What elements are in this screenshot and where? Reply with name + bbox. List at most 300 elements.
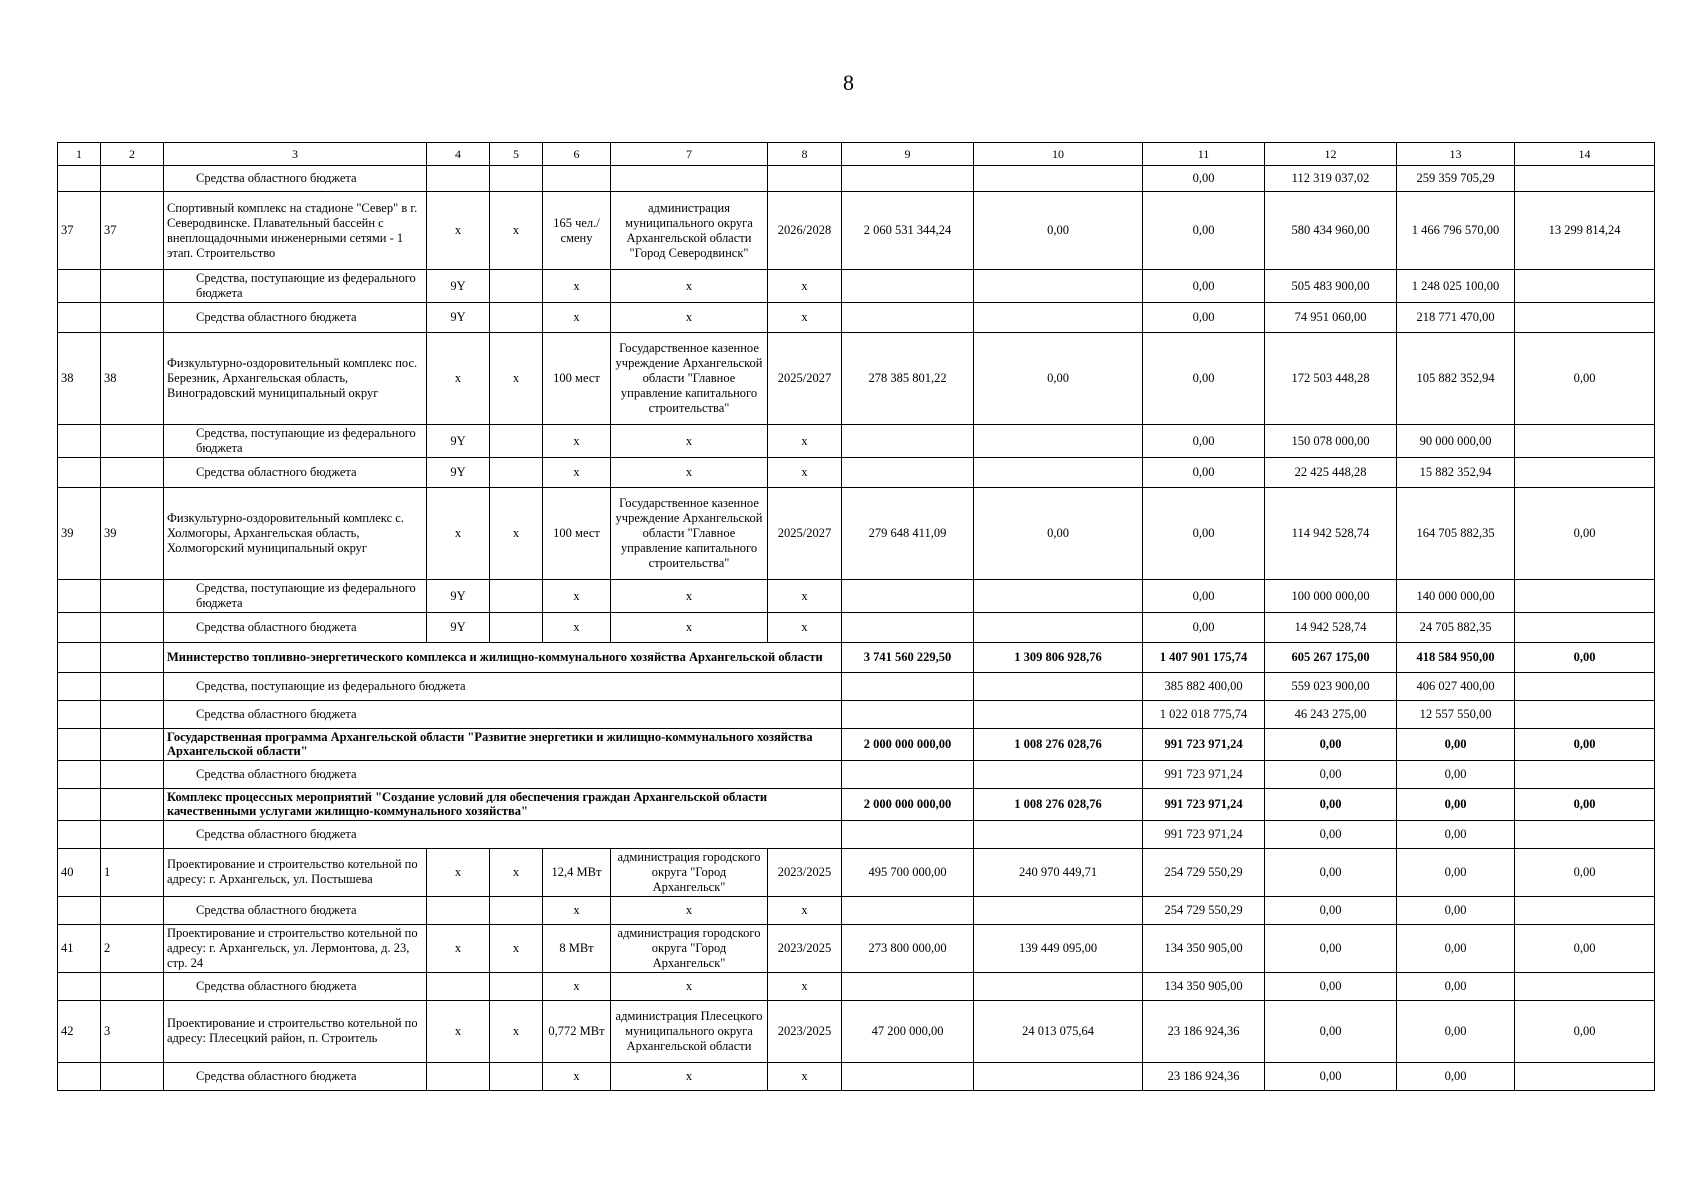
table-cell: х bbox=[427, 1000, 490, 1062]
table-cell: 0,00 bbox=[1515, 643, 1655, 673]
table-cell bbox=[101, 701, 164, 729]
table-row bbox=[58, 488, 1655, 580]
table-row bbox=[58, 425, 1655, 458]
table-cell: 100 000 000,00 bbox=[1265, 580, 1397, 613]
table-cell: 0,00 bbox=[1265, 896, 1397, 924]
table-row bbox=[58, 729, 1655, 761]
table-cell: 12 557 550,00 bbox=[1397, 701, 1515, 729]
table-cell: 254 729 550,29 bbox=[1143, 848, 1265, 896]
table-cell bbox=[1515, 580, 1655, 613]
table-cell: х bbox=[427, 848, 490, 896]
table-cell bbox=[842, 972, 974, 1000]
row-index-cell: 37 bbox=[101, 192, 164, 270]
table-cell bbox=[101, 1062, 164, 1090]
table-cell: 1 407 901 175,74 bbox=[1143, 643, 1265, 673]
table-cell: Государственное казенное учреждение Архангельской области "Главное управление капитального строительства" bbox=[611, 488, 768, 580]
table-cell: 23 186 924,36 bbox=[1143, 1000, 1265, 1062]
table-cell: 0,00 bbox=[1143, 580, 1265, 613]
table-cell bbox=[490, 270, 543, 303]
table-cell bbox=[974, 896, 1143, 924]
table-cell: х bbox=[611, 425, 768, 458]
table-cell: х bbox=[611, 896, 768, 924]
row-number-cell: 39 bbox=[58, 488, 101, 580]
table-cell bbox=[101, 788, 164, 820]
table-cell bbox=[768, 166, 842, 192]
table-cell: х bbox=[768, 1062, 842, 1090]
table-cell: х bbox=[490, 848, 543, 896]
table-cell: 0,00 bbox=[1265, 848, 1397, 896]
table-cell: 0,00 bbox=[1265, 820, 1397, 848]
table-cell bbox=[490, 458, 543, 488]
table-cell: 559 023 900,00 bbox=[1265, 673, 1397, 701]
table-row bbox=[58, 848, 1655, 896]
table-cell: 2 000 000 000,00 bbox=[842, 729, 974, 761]
table-cell: х bbox=[768, 613, 842, 643]
table-cell: 1 022 018 775,74 bbox=[1143, 701, 1265, 729]
table-cell bbox=[974, 760, 1143, 788]
table-cell bbox=[101, 972, 164, 1000]
table-cell: 0,00 bbox=[1515, 729, 1655, 761]
table-cell bbox=[974, 166, 1143, 192]
table-cell bbox=[1515, 425, 1655, 458]
table-cell bbox=[58, 788, 101, 820]
table-cell: 278 385 801,22 bbox=[842, 333, 974, 425]
table-cell bbox=[490, 613, 543, 643]
table-cell bbox=[842, 896, 974, 924]
table-cell: 114 942 528,74 bbox=[1265, 488, 1397, 580]
table-cell: 279 648 411,09 bbox=[842, 488, 974, 580]
row-index-cell: 39 bbox=[101, 488, 164, 580]
table-cell bbox=[101, 425, 164, 458]
table-cell: Государственное казенное учреждение Архангельской области "Главное управление капитального строительства" bbox=[611, 333, 768, 425]
table-cell: 495 700 000,00 bbox=[842, 848, 974, 896]
table-cell bbox=[101, 270, 164, 303]
table-cell bbox=[974, 270, 1143, 303]
funding-source-cell: Средства областного бюджета bbox=[164, 896, 427, 924]
table-cell: администрация Плесецкого муниципального округа Архангельской области bbox=[611, 1000, 768, 1062]
table-cell: 1 466 796 570,00 bbox=[1397, 192, 1515, 270]
table-cell: х bbox=[768, 580, 842, 613]
table-cell: 3 741 560 229,50 bbox=[842, 643, 974, 673]
section-title-cell: Министерство топливно-энергетического комплекса и жилищно-коммунального хозяйства Архангельской области bbox=[164, 643, 842, 673]
table-row bbox=[58, 896, 1655, 924]
table-cell bbox=[427, 166, 490, 192]
table-cell bbox=[58, 643, 101, 673]
table-cell bbox=[1515, 972, 1655, 1000]
table-cell: х bbox=[768, 303, 842, 333]
table-cell: 46 243 275,00 bbox=[1265, 701, 1397, 729]
table-cell: х bbox=[490, 192, 543, 270]
table-cell: 0,00 bbox=[1515, 333, 1655, 425]
table-cell: 8 МВт bbox=[543, 924, 611, 972]
table-cell: х bbox=[427, 333, 490, 425]
table-cell: 0,00 bbox=[1397, 760, 1515, 788]
table-cell: х bbox=[543, 1062, 611, 1090]
table-cell: 139 449 095,00 bbox=[974, 924, 1143, 972]
table-cell bbox=[1515, 1062, 1655, 1090]
header-cell: 12 bbox=[1265, 143, 1397, 166]
table-row bbox=[58, 270, 1655, 303]
table-cell: х bbox=[543, 972, 611, 1000]
object-name-cell: Проектирование и строительство котельной по адресу: г. Архангельск, ул. Лермонтова, д. 23, стр. 24 bbox=[164, 924, 427, 972]
row-number-cell: 38 bbox=[58, 333, 101, 425]
table-cell: 0,00 bbox=[1397, 924, 1515, 972]
table-cell: 0,00 bbox=[1265, 972, 1397, 1000]
page-number: 8 bbox=[843, 70, 854, 95]
table-cell: х bbox=[611, 972, 768, 1000]
header-cell: 2 bbox=[101, 143, 164, 166]
table-cell: 0,00 bbox=[974, 333, 1143, 425]
table-cell bbox=[490, 166, 543, 192]
table-row bbox=[58, 613, 1655, 643]
table-cell: 2025/2027 bbox=[768, 488, 842, 580]
table-cell bbox=[58, 1062, 101, 1090]
table-cell: х bbox=[611, 458, 768, 488]
table-cell: 0,00 bbox=[1143, 488, 1265, 580]
table-row bbox=[58, 580, 1655, 613]
table-cell bbox=[58, 580, 101, 613]
table-cell: 150 078 000,00 bbox=[1265, 425, 1397, 458]
table-cell: х bbox=[427, 924, 490, 972]
table-cell bbox=[842, 820, 974, 848]
table-cell bbox=[974, 820, 1143, 848]
table-cell bbox=[974, 613, 1143, 643]
table-cell bbox=[490, 896, 543, 924]
table-cell: 0,00 bbox=[1515, 488, 1655, 580]
table-cell bbox=[842, 303, 974, 333]
row-index-cell: 3 bbox=[101, 1000, 164, 1062]
table-cell bbox=[101, 613, 164, 643]
table-cell bbox=[974, 303, 1143, 333]
table-cell bbox=[974, 580, 1143, 613]
table-cell: 100 мест bbox=[543, 488, 611, 580]
row-index-cell: 38 bbox=[101, 333, 164, 425]
table-cell: 273 800 000,00 bbox=[842, 924, 974, 972]
table-cell: 0,00 bbox=[1265, 788, 1397, 820]
table-cell: 0,00 bbox=[1143, 192, 1265, 270]
row-index-cell: 2 bbox=[101, 924, 164, 972]
header-cell: 3 bbox=[164, 143, 427, 166]
table-cell bbox=[611, 166, 768, 192]
funding-source-cell: Средства областного бюджета bbox=[164, 458, 427, 488]
header-cell: 11 bbox=[1143, 143, 1265, 166]
table-cell: 0,00 bbox=[1265, 924, 1397, 972]
table-cell: 0,772 МВт bbox=[543, 1000, 611, 1062]
funding-source-cell: Средства, поступающие из федерального бюджета bbox=[164, 270, 427, 303]
table-cell: 2023/2025 bbox=[768, 848, 842, 896]
table-cell: 418 584 950,00 bbox=[1397, 643, 1515, 673]
table-cell bbox=[974, 458, 1143, 488]
header-cell: 6 bbox=[543, 143, 611, 166]
table-cell: 9Y bbox=[427, 425, 490, 458]
table-cell: х bbox=[543, 303, 611, 333]
table-cell bbox=[490, 303, 543, 333]
table-cell bbox=[58, 166, 101, 192]
table-cell bbox=[58, 820, 101, 848]
table-cell bbox=[842, 580, 974, 613]
table-cell: 991 723 971,24 bbox=[1143, 820, 1265, 848]
table-cell: 140 000 000,00 bbox=[1397, 580, 1515, 613]
funding-source-cell: Средства областного бюджета bbox=[164, 303, 427, 333]
table-cell: 240 970 449,71 bbox=[974, 848, 1143, 896]
table-cell bbox=[842, 270, 974, 303]
table-row bbox=[58, 820, 1655, 848]
table-row bbox=[58, 760, 1655, 788]
table-cell: 2026/2028 bbox=[768, 192, 842, 270]
table-cell: 0,00 bbox=[1143, 458, 1265, 488]
header-cell: 8 bbox=[768, 143, 842, 166]
table-cell: 1 309 806 928,76 bbox=[974, 643, 1143, 673]
table-cell bbox=[58, 303, 101, 333]
table-cell: 13 299 814,24 bbox=[1515, 192, 1655, 270]
table-cell: х bbox=[768, 270, 842, 303]
table-cell: 172 503 448,28 bbox=[1265, 333, 1397, 425]
row-number-cell: 41 bbox=[58, 924, 101, 972]
table-cell bbox=[101, 303, 164, 333]
table-cell bbox=[974, 673, 1143, 701]
table-cell bbox=[101, 820, 164, 848]
funding-source-cell: Средства, поступающие из федерального бюджета bbox=[164, 425, 427, 458]
table-row bbox=[58, 1000, 1655, 1062]
object-name-cell: Спортивный комплекс на стадионе "Север" в г. Северодвинске. Плавательный бассейн с внеплощадочными инженерными сетями - 1 этап. Строительство bbox=[164, 192, 427, 270]
object-name-cell: Физкультурно-оздоровительный комплекс пос. Березник, Архангельская область, Виноградовский муниципальный округ bbox=[164, 333, 427, 425]
table-cell: 0,00 bbox=[1143, 333, 1265, 425]
table-cell: 0,00 bbox=[1397, 729, 1515, 761]
table-cell: 47 200 000,00 bbox=[842, 1000, 974, 1062]
table-cell: х bbox=[611, 613, 768, 643]
table-cell bbox=[490, 580, 543, 613]
table-cell bbox=[490, 1062, 543, 1090]
table-cell bbox=[1515, 613, 1655, 643]
header-cell: 13 bbox=[1397, 143, 1515, 166]
table-cell: 165 чел./смену bbox=[543, 192, 611, 270]
table-cell: 2023/2025 bbox=[768, 1000, 842, 1062]
table-cell bbox=[101, 760, 164, 788]
table-cell bbox=[842, 760, 974, 788]
table-cell: 24 705 882,35 bbox=[1397, 613, 1515, 643]
table-cell: х bbox=[768, 972, 842, 1000]
table-cell: 0,00 bbox=[1143, 303, 1265, 333]
table-cell: х bbox=[543, 613, 611, 643]
table-cell bbox=[101, 166, 164, 192]
table-cell: 0,00 bbox=[1265, 760, 1397, 788]
table-cell: 0,00 bbox=[974, 488, 1143, 580]
funding-source-cell: Средства, поступающие из федерального бюджета bbox=[164, 580, 427, 613]
table-cell bbox=[427, 972, 490, 1000]
object-name-cell: Физкультурно-оздоровительный комплекс с. Холмогоры, Архангельская область, Холмогорский муниципальный округ bbox=[164, 488, 427, 580]
table-cell: 15 882 352,94 bbox=[1397, 458, 1515, 488]
table-cell bbox=[58, 896, 101, 924]
header-cell: 14 bbox=[1515, 143, 1655, 166]
table-cell: 991 723 971,24 bbox=[1143, 788, 1265, 820]
table-cell: х bbox=[490, 1000, 543, 1062]
table-cell: х bbox=[768, 458, 842, 488]
table-cell bbox=[101, 729, 164, 761]
table-cell bbox=[58, 701, 101, 729]
table-cell: 991 723 971,24 bbox=[1143, 729, 1265, 761]
object-name-cell: Проектирование и строительство котельной по адресу: Плесецкий район, п. Строитель bbox=[164, 1000, 427, 1062]
table-cell: 0,00 bbox=[1397, 788, 1515, 820]
table-cell bbox=[58, 972, 101, 1000]
table-cell: 0,00 bbox=[1397, 848, 1515, 896]
table-cell bbox=[1515, 673, 1655, 701]
table-cell bbox=[1515, 760, 1655, 788]
table-cell: х bbox=[611, 580, 768, 613]
table-cell bbox=[543, 166, 611, 192]
table-cell: 24 013 075,64 bbox=[974, 1000, 1143, 1062]
table-cell bbox=[101, 643, 164, 673]
table-row bbox=[58, 673, 1655, 701]
table-cell: 605 267 175,00 bbox=[1265, 643, 1397, 673]
object-name-cell: Проектирование и строительство котельной по адресу: г. Архангельск, ул. Постышева bbox=[164, 848, 427, 896]
table-cell: 0,00 bbox=[1515, 848, 1655, 896]
table-cell: х bbox=[768, 425, 842, 458]
table-cell bbox=[842, 166, 974, 192]
table-cell bbox=[58, 458, 101, 488]
table-cell: х bbox=[490, 333, 543, 425]
table-cell: х bbox=[427, 192, 490, 270]
header-cell: 7 bbox=[611, 143, 768, 166]
table-row bbox=[58, 788, 1655, 820]
table-row bbox=[58, 701, 1655, 729]
table-cell: х bbox=[490, 924, 543, 972]
funding-source-cell: Средства областного бюджета bbox=[164, 613, 427, 643]
table-cell: 0,00 bbox=[1397, 896, 1515, 924]
table-cell: 2023/2025 bbox=[768, 924, 842, 972]
table-cell bbox=[101, 580, 164, 613]
table-cell bbox=[58, 425, 101, 458]
table-cell bbox=[974, 425, 1143, 458]
table-header-row bbox=[58, 143, 1655, 166]
table-cell: 259 359 705,29 bbox=[1397, 166, 1515, 192]
table-cell: 254 729 550,29 bbox=[1143, 896, 1265, 924]
table-row bbox=[58, 333, 1655, 425]
table-cell: 505 483 900,00 bbox=[1265, 270, 1397, 303]
table-cell: 9Y bbox=[427, 303, 490, 333]
table-cell: х bbox=[543, 270, 611, 303]
table-cell: х bbox=[543, 896, 611, 924]
table-row bbox=[58, 166, 1655, 192]
table-row bbox=[58, 924, 1655, 972]
table-cell: администрация муниципального округа Архангельской области "Город Северодвинск" bbox=[611, 192, 768, 270]
table-cell bbox=[1515, 458, 1655, 488]
table-cell bbox=[1515, 166, 1655, 192]
table-cell: х bbox=[490, 488, 543, 580]
table-cell bbox=[58, 613, 101, 643]
table-cell bbox=[974, 1062, 1143, 1090]
table-cell: 9Y bbox=[427, 580, 490, 613]
table-cell: администрация городского округа "Город Архангельск" bbox=[611, 848, 768, 896]
table-cell: 0,00 bbox=[1397, 1000, 1515, 1062]
table-cell: 12,4 МВт bbox=[543, 848, 611, 896]
table-cell: 2 000 000 000,00 bbox=[842, 788, 974, 820]
row-number-cell: 37 bbox=[58, 192, 101, 270]
row-index-cell: 1 bbox=[101, 848, 164, 896]
table-cell: 991 723 971,24 bbox=[1143, 760, 1265, 788]
row-number-cell: 40 bbox=[58, 848, 101, 896]
table-cell bbox=[842, 701, 974, 729]
table-cell: 0,00 bbox=[1143, 425, 1265, 458]
table-cell: 406 027 400,00 bbox=[1397, 673, 1515, 701]
table-cell bbox=[427, 896, 490, 924]
table-cell: 0,00 bbox=[1265, 729, 1397, 761]
table-cell bbox=[101, 673, 164, 701]
table-cell bbox=[490, 425, 543, 458]
table-cell: 134 350 905,00 bbox=[1143, 924, 1265, 972]
table-cell bbox=[974, 972, 1143, 1000]
table-cell bbox=[58, 673, 101, 701]
budget-table bbox=[57, 142, 1655, 1091]
table-cell: х bbox=[768, 896, 842, 924]
table-cell: 0,00 bbox=[1397, 972, 1515, 1000]
table-cell: 0,00 bbox=[1515, 788, 1655, 820]
header-cell: 1 bbox=[58, 143, 101, 166]
table-cell: х bbox=[611, 270, 768, 303]
table-cell: 0,00 bbox=[1143, 166, 1265, 192]
table-cell: 2 060 531 344,24 bbox=[842, 192, 974, 270]
table-cell bbox=[490, 972, 543, 1000]
table-cell bbox=[101, 458, 164, 488]
table-cell: 22 425 448,28 bbox=[1265, 458, 1397, 488]
table-cell: х bbox=[611, 303, 768, 333]
table-row bbox=[58, 972, 1655, 1000]
table-cell bbox=[427, 1062, 490, 1090]
funding-source-cell: Средства областного бюджета bbox=[164, 820, 842, 848]
table-cell: 385 882 400,00 bbox=[1143, 673, 1265, 701]
table-row bbox=[58, 192, 1655, 270]
table-cell: 0,00 bbox=[1265, 1062, 1397, 1090]
table-cell: 9Y bbox=[427, 613, 490, 643]
table-cell bbox=[101, 896, 164, 924]
table-cell: 23 186 924,36 bbox=[1143, 1062, 1265, 1090]
table-cell: 74 951 060,00 bbox=[1265, 303, 1397, 333]
table-cell: 1 008 276 028,76 bbox=[974, 788, 1143, 820]
table-cell bbox=[1515, 303, 1655, 333]
header-cell: 4 bbox=[427, 143, 490, 166]
table-row bbox=[58, 458, 1655, 488]
table-cell bbox=[58, 270, 101, 303]
table-cell: 1 008 276 028,76 bbox=[974, 729, 1143, 761]
header-cell: 5 bbox=[490, 143, 543, 166]
table-cell bbox=[842, 613, 974, 643]
table-cell: 0,00 bbox=[1143, 613, 1265, 643]
section-title-cell: Комплекс процессных мероприятий "Создание условий для обеспечения граждан Архангельской области качественными услугами жилищно-коммунального хозяйства" bbox=[164, 788, 842, 820]
table-cell: 1 248 025 100,00 bbox=[1397, 270, 1515, 303]
table-cell bbox=[1515, 820, 1655, 848]
funding-source-cell: Средства областного бюджета bbox=[164, 972, 427, 1000]
table-cell: 9Y bbox=[427, 270, 490, 303]
table-cell: 112 319 037,02 bbox=[1265, 166, 1397, 192]
table-cell: 105 882 352,94 bbox=[1397, 333, 1515, 425]
table-cell: 0,00 bbox=[974, 192, 1143, 270]
funding-source-cell: Средства областного бюджета bbox=[164, 701, 842, 729]
table-cell: 9Y bbox=[427, 458, 490, 488]
table-cell: 218 771 470,00 bbox=[1397, 303, 1515, 333]
table-cell: х bbox=[543, 458, 611, 488]
header-cell: 10 bbox=[974, 143, 1143, 166]
table-cell: 134 350 905,00 bbox=[1143, 972, 1265, 1000]
table-row bbox=[58, 643, 1655, 673]
table-cell bbox=[58, 729, 101, 761]
table-cell bbox=[1515, 270, 1655, 303]
table-cell bbox=[842, 458, 974, 488]
table-cell: х bbox=[611, 1062, 768, 1090]
row-number-cell: 42 bbox=[58, 1000, 101, 1062]
table-cell: администрация городского округа "Город Архангельск" bbox=[611, 924, 768, 972]
table-cell: 2025/2027 bbox=[768, 333, 842, 425]
table-cell bbox=[58, 760, 101, 788]
table-cell: 90 000 000,00 bbox=[1397, 425, 1515, 458]
